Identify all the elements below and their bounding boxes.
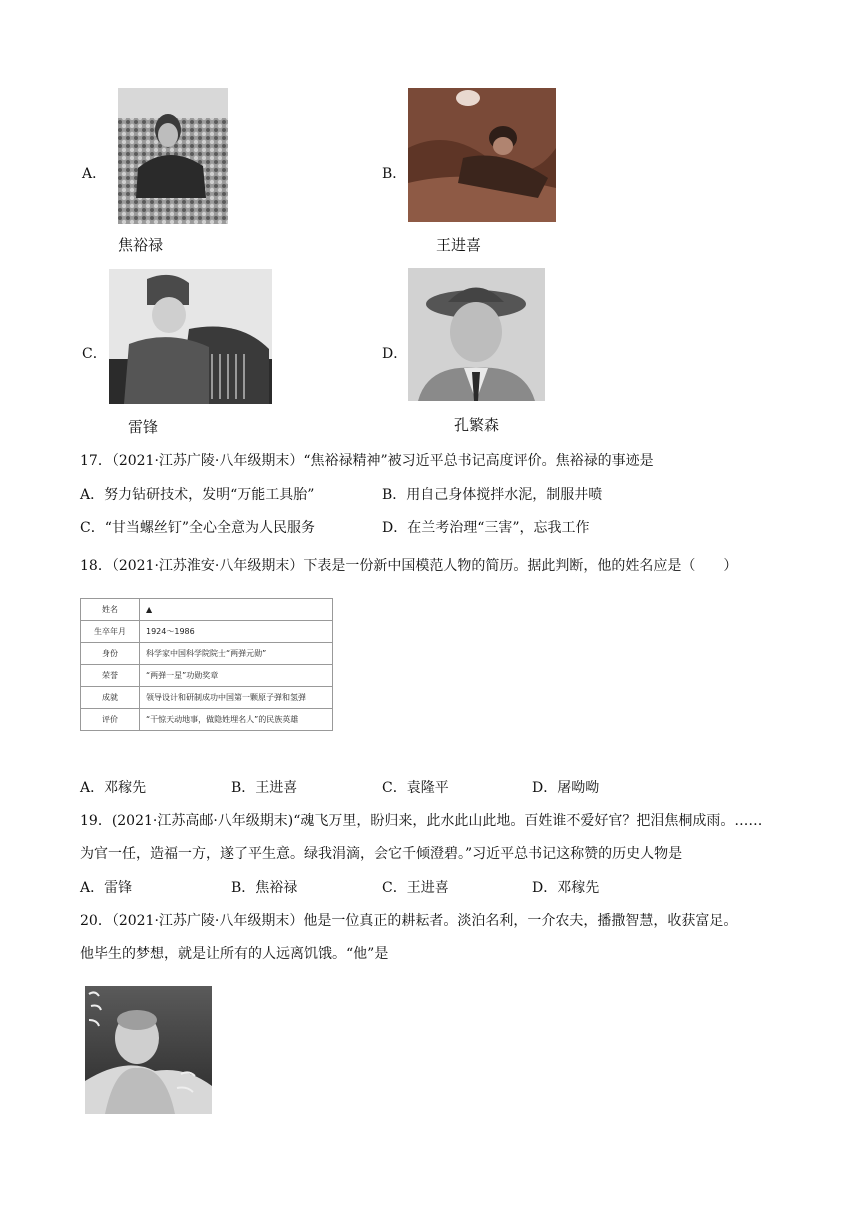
q18-option-d: D．屠呦呦 <box>532 780 600 796</box>
q19-line2: 为官一任，造福一方，遂了平生意。绿我涓滴，会它千倾澄碧。”习近平总书记这称赞的历史人物是 <box>80 846 683 862</box>
q20-line1: 20．（2021·江苏广陵·八年级期末）他是一位真正的耕耘者。淡泊名利，一介农夫，播撒智慧，收获富足。 <box>80 913 738 929</box>
option-b-letter: B． <box>382 166 407 182</box>
q18-stem: 18．（2021·江苏淮安·八年级期末）下表是一份新中国模范人物的简历。据此判断，他的姓名应是（ ） <box>80 558 738 574</box>
q17-option-a: A．努力钻研技术，发明“万能工具胎” <box>80 487 315 503</box>
lei-feng-photo <box>109 269 272 404</box>
q18-option-c: C．袁隆平 <box>382 780 449 796</box>
table-row <box>81 621 333 643</box>
table-value: ▲ <box>140 599 333 621</box>
table-row <box>81 665 333 687</box>
option-d-letter: D． <box>382 346 408 362</box>
table-key: 荣誉 <box>81 665 140 687</box>
q19-option-d: D．邓稼先 <box>532 880 600 896</box>
q17-option-c: C．“甘当螺丝钉”全心全意为人民服务 <box>80 520 316 536</box>
q17-option-b: B．用自己身体搅拌水泥，制服井喷 <box>382 487 603 503</box>
q17-option-d: D．在兰考治理“三害”，忘我工作 <box>382 520 590 536</box>
table-row <box>81 643 333 665</box>
kong-fansen-photo <box>408 268 545 401</box>
wang-jinxi-photo <box>408 88 556 222</box>
table-key: 评价 <box>81 709 140 731</box>
q19-line1: 19．(2021·江苏高邮·八年级期末)“魂飞万里，盼归来，此水此山此地。百姓谁不爱好官？把泪焦桐成雨。…… <box>80 813 763 829</box>
q18-option-b: B．王进喜 <box>231 780 298 796</box>
caption-kong-fansen: 孔繁森 <box>454 416 500 434</box>
resume-table <box>80 598 333 731</box>
table-key: 成就 <box>81 687 140 709</box>
q19-option-b: B．焦裕禄 <box>231 880 298 896</box>
q19-option-c: C．王进喜 <box>382 880 449 896</box>
table-row <box>81 599 333 621</box>
yuan-longping-photo <box>85 986 212 1114</box>
table-value: “两弹一星”功勋奖章 <box>140 665 333 687</box>
caption-wang-jinxi: 王进喜 <box>436 236 482 254</box>
q19-option-a: A．雷锋 <box>80 880 133 896</box>
option-a-letter: A． <box>82 166 107 182</box>
q18-option-a: A．邓稼先 <box>80 780 147 796</box>
table-key: 生卒年月 <box>81 621 140 643</box>
table-value: 1924～1986 <box>140 621 333 643</box>
table-value: 科学家中国科学院院士“两弹元勋” <box>140 643 333 665</box>
table-value: 领导设计和研制成功中国第一颗原子弹和氢弹 <box>140 687 333 709</box>
table-row <box>81 709 333 731</box>
table-key: 身份 <box>81 643 140 665</box>
table-key: 姓名 <box>81 599 140 621</box>
q17-stem: 17．（2021·江苏广陵·八年级期末）“焦裕禄精神”被习近平总书记高度评价。焦裕禄的事迹是 <box>80 453 654 469</box>
caption-jiao-yulu: 焦裕禄 <box>118 236 164 254</box>
option-c-letter: C． <box>82 346 107 362</box>
table-row <box>81 687 333 709</box>
caption-lei-feng: 雷锋 <box>128 418 159 436</box>
q20-line2: 他毕生的梦想，就是让所有的人远离饥饿。“他”是 <box>80 946 389 962</box>
jiao-yulu-photo <box>118 88 228 224</box>
table-value: “干惊天动地事，做隐姓埋名人”的民族英雄 <box>140 709 333 731</box>
